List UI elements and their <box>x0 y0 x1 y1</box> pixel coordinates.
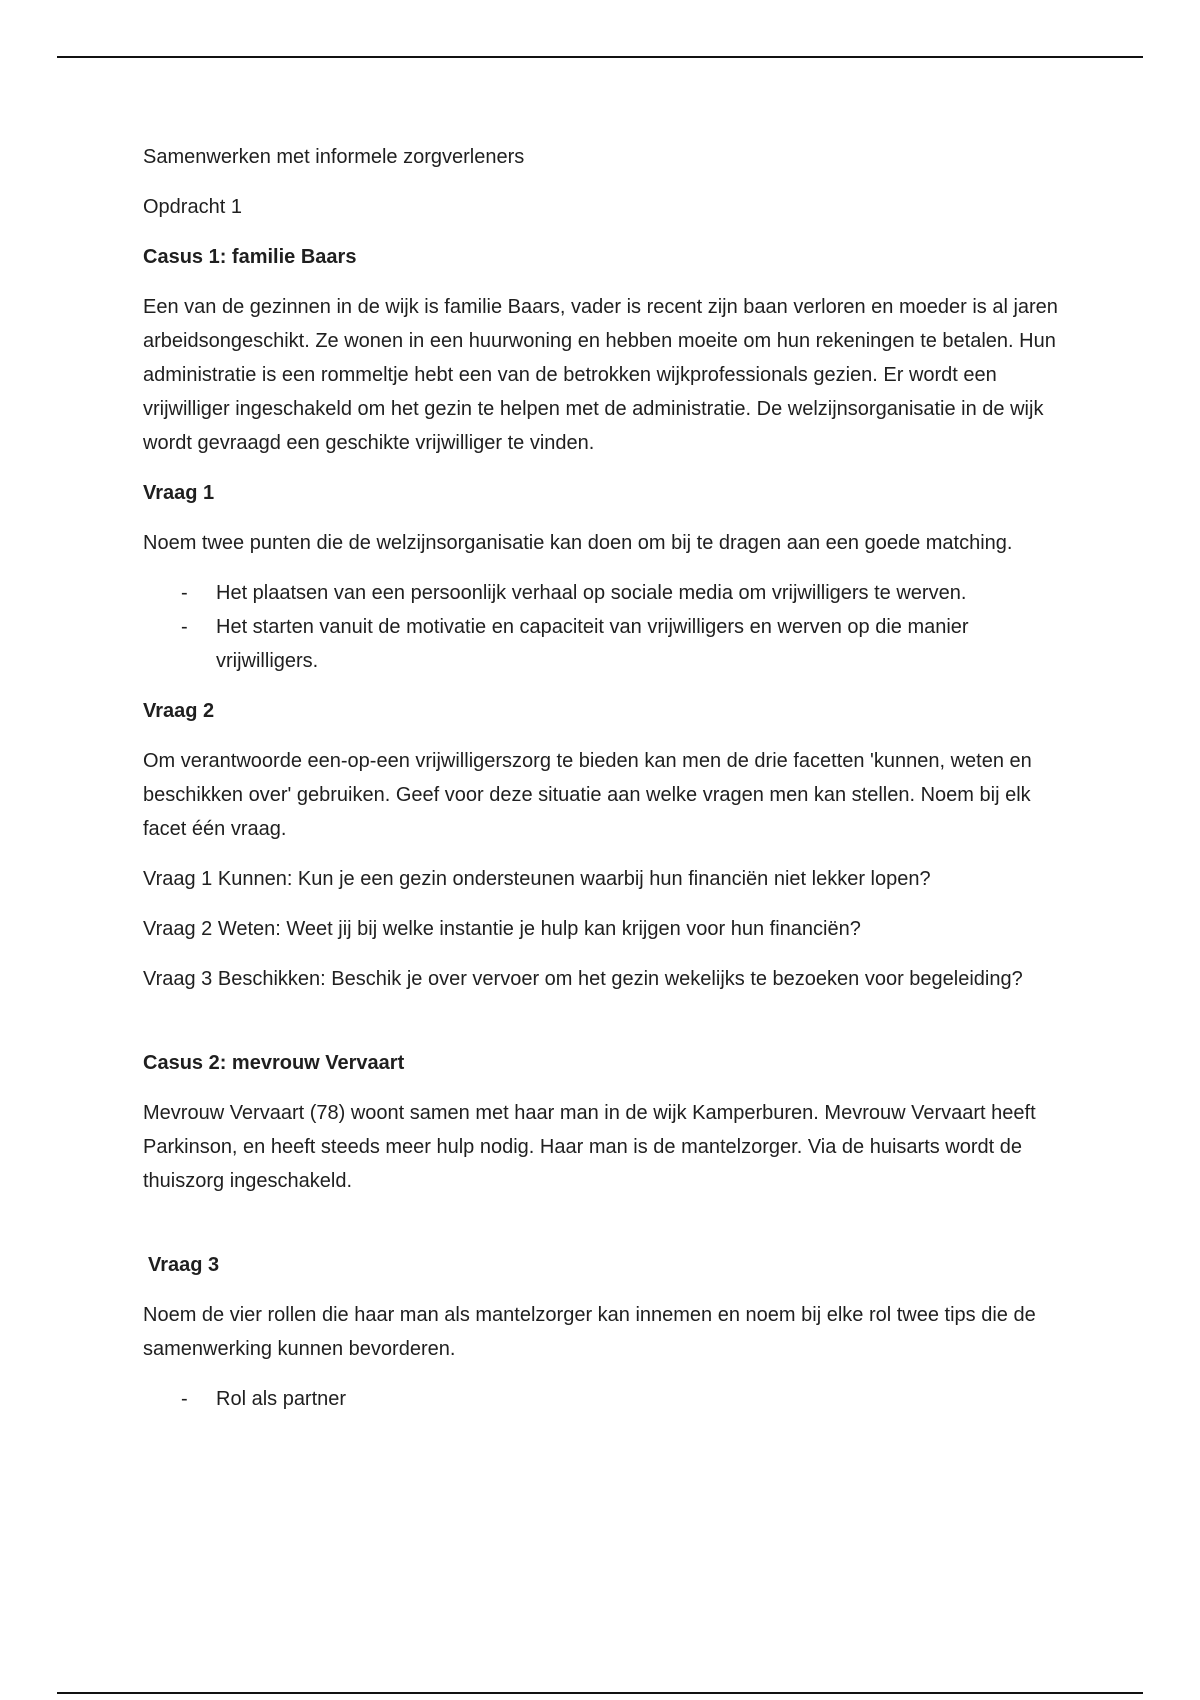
answer-text: Het starten vanuit de motivatie en capaciteit van vrijwilligers en werven op die manier vrijwilligers. <box>216 616 969 672</box>
bullet-dash: - <box>181 1388 188 1410</box>
answer-text: Rol als partner <box>216 1388 347 1410</box>
question3-answer-list <box>143 1382 1063 1416</box>
question2-prompt: Om verantwoorde een-op-een vrijwilligerszorg te bieden kan men de drie facetten 'kunnen, weten en beschikken over' gebruiken. Geef voor deze situatie aan welke vragen men kan stellen. Noem bij elk facet één vraag. <box>143 750 1032 840</box>
question1-prompt: Noem twee punten die de welzijnsorganisatie kan doen om bij te dragen aan een goede matching. <box>143 532 1013 554</box>
list-item <box>143 610 1063 678</box>
case2-body: Mevrouw Vervaart (78) woont samen met haar man in de wijk Kamperburen. Mevrouw Vervaart heeft Parkinson, en heeft steeds meer hulp nodig. Haar man is de mantelzorger. Via de huisarts wordt de thuiszorg ingeschakeld. <box>143 1102 1036 1192</box>
spacer <box>143 1012 1063 1046</box>
question3-heading: Vraag 3 <box>148 1254 220 1276</box>
case1-body: Een van de gezinnen in de wijk is familie Baars, vader is recent zijn baan verloren en moeder is al jaren arbeidsongeschikt. Ze wonen in een huurwoning en hebben moeite om hun rekeningen te betalen. Hun administratie is een rommeltje hebt een van de betrokken wijkprofessionals gezien. Er wordt een vrijwilliger ingeschakeld om het gezin te helpen met de administratie. De welzijnsorganisatie in de wijk wordt gevraagd een geschikte vrijwilliger te vinden. <box>143 296 1058 454</box>
answer-text: Het plaatsen van een persoonlijk verhaal op sociale media om vrijwilligers te werven. <box>216 582 967 604</box>
spacer <box>143 1214 1063 1248</box>
list-item <box>143 1382 1063 1416</box>
case2-heading: Casus 2: mevrouw Vervaart <box>143 1052 405 1074</box>
bullet-dash: - <box>181 582 188 604</box>
case1-heading: Casus 1: familie Baars <box>143 246 357 268</box>
list-item <box>143 576 1063 610</box>
question2-answer-kunnen: Vraag 1 Kunnen: Kun je een gezin ondersteunen waarbij hun financiën niet lekker lopen? <box>143 868 931 890</box>
document-title: Samenwerken met informele zorgverleners <box>143 146 525 168</box>
document-page <box>143 140 1063 1432</box>
assignment-label: Opdracht 1 <box>143 196 242 218</box>
question3-prompt: Noem de vier rollen die haar man als mantelzorger kan innemen en noem bij elke rol twee tips die de samenwerking kunnen bevorderen. <box>143 1304 1036 1360</box>
question1-answer-list <box>143 576 1063 678</box>
footer-rule <box>57 1692 1143 1694</box>
question1-heading: Vraag 1 <box>143 482 215 504</box>
question2-heading: Vraag 2 <box>143 700 215 722</box>
bullet-dash: - <box>181 616 188 638</box>
question2-answer-beschikken: Vraag 3 Beschikken: Beschik je over vervoer om het gezin wekelijks te bezoeken voor begeleiding? <box>143 968 1023 990</box>
question2-answer-weten: Vraag 2 Weten: Weet jij bij welke instantie je hulp kan krijgen voor hun financiën? <box>143 918 861 940</box>
header-rule <box>57 56 1143 58</box>
